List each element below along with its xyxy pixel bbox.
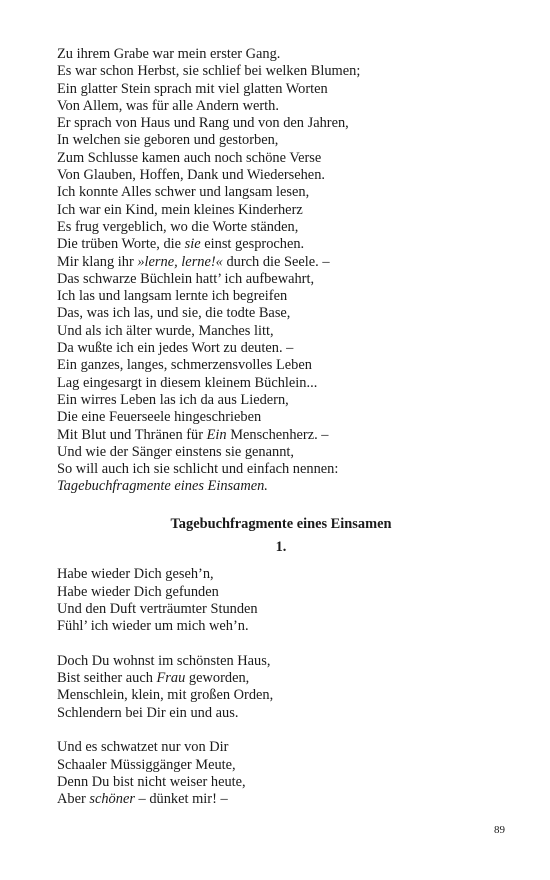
- poem-line: [57, 601, 505, 618]
- line-text: Das, was ich las, und sie, die todte Base,: [57, 305, 291, 322]
- poem-line: [57, 63, 505, 80]
- stanza-gap: [57, 722, 505, 739]
- emphasis-text: schöner: [89, 791, 135, 808]
- line-text: durch die Seele. –: [222, 253, 330, 270]
- line-text: Die trüben Worte, die: [57, 236, 185, 253]
- line-text: Zum Schlusse kamen auch noch schöne Verse: [57, 149, 322, 166]
- poem-line: [57, 305, 505, 322]
- emphasis-text: »lerne, lerne!«: [137, 253, 223, 270]
- line-text: Ich las und langsam lernte ich begreifen: [57, 288, 288, 305]
- poem-line: [57, 687, 505, 704]
- poem-line: [57, 427, 505, 444]
- poem-line: [57, 202, 505, 219]
- line-text: Und als ich älter wurde, Manches litt,: [57, 322, 274, 339]
- line-text: Ein wirres Leben las ich da aus Liedern,: [57, 391, 289, 408]
- line-text: Bist seither auch: [57, 670, 157, 687]
- poem-line: [57, 323, 505, 340]
- line-text: Von Glauben, Hoffen, Dank und Wiedersehen.: [57, 167, 325, 184]
- line-text: Ich konnte Alles schwer und langsam lesen,: [57, 184, 310, 201]
- line-text: Die eine Feuerseele hingeschrieben: [57, 409, 262, 426]
- line-text: Es war schon Herbst, sie schlief bei welken Blumen;: [57, 63, 361, 80]
- poem-line: [57, 478, 505, 495]
- line-text: Ich war ein Kind, mein kleines Kinderherz: [57, 201, 303, 218]
- poem-line: [57, 340, 505, 357]
- line-text: Habe wieder Dich geseh’n,: [57, 566, 214, 583]
- line-text: Er sprach von Haus und Rang und von den Jahren,: [57, 115, 349, 132]
- poem-line: [57, 409, 505, 426]
- poem-line: [57, 132, 505, 149]
- line-text: Habe wieder Dich gefunden: [57, 583, 219, 600]
- line-text: Schaaler Müssiggänger Meute,: [57, 756, 236, 773]
- line-text: Mit Blut und Thränen für: [57, 426, 207, 443]
- emphasis-text: sie: [184, 236, 201, 253]
- line-text: Ein glatter Stein sprach mit viel glatten Worten: [57, 80, 328, 97]
- poem-line: [57, 46, 505, 63]
- page-number: 89: [494, 824, 505, 836]
- poem-line: [57, 670, 505, 687]
- emphasis-text: Frau: [156, 670, 186, 687]
- line-text: Menschlein, klein, mit großen Orden,: [57, 687, 274, 704]
- poem-line: [57, 757, 505, 774]
- line-text: Aber: [57, 791, 90, 808]
- intro-poem: [57, 46, 505, 496]
- poem-line: [57, 357, 505, 374]
- line-text: Das schwarze Büchlein hatt’ ich aufbewahrt,: [57, 270, 315, 287]
- poem-line: [57, 705, 505, 722]
- poem-line: [57, 81, 505, 98]
- poem-line: [57, 392, 505, 409]
- poem-line: [57, 739, 505, 756]
- poem-line: [57, 288, 505, 305]
- poem-line: [57, 618, 505, 635]
- poem-line: [57, 271, 505, 288]
- line-text: Menschenherz. –: [226, 426, 329, 443]
- poem-line: [57, 791, 505, 808]
- emphasis-text: Tagebuchfragmente eines Einsamen.: [57, 478, 268, 495]
- poem-line: [57, 254, 505, 271]
- poem-line: [57, 184, 505, 201]
- poem-line: [57, 98, 505, 115]
- line-text: Es frug vergeblich, wo die Worte ständen,: [57, 218, 299, 235]
- line-text: Und den Duft verträumter Stunden: [57, 600, 258, 617]
- poem-line: [57, 375, 505, 392]
- section-heading: Tagebuchfragmente eines Einsamen: [170, 515, 392, 532]
- line-text: In welchen sie geboren und gestorben,: [57, 132, 279, 149]
- line-text: Mir klang ihr: [57, 253, 138, 270]
- page-body: [57, 46, 505, 808]
- line-text: Und es schwatzet nur von Dir: [57, 739, 229, 756]
- stanza: [57, 566, 505, 635]
- line-text: Denn Du bist nicht weiser heute,: [57, 773, 246, 790]
- poem-line: [57, 653, 505, 670]
- line-text: geworden,: [185, 670, 250, 687]
- poem-line: [57, 566, 505, 583]
- poem-line: [57, 236, 505, 253]
- line-text: Schlendern bei Dir ein und aus.: [57, 704, 239, 721]
- line-text: Da wußte ich ein jedes Wort zu deuten. –: [57, 340, 294, 357]
- poem-line: [57, 150, 505, 167]
- poem-line: [57, 584, 505, 601]
- line-text: Und wie der Sänger einstens sie genannt,: [57, 443, 294, 460]
- poem-line: [57, 461, 505, 478]
- line-text: – dünket mir! –: [134, 791, 228, 808]
- stanza: [57, 653, 505, 722]
- poem-stanzas: [57, 566, 505, 808]
- section-number: 1.: [275, 539, 287, 556]
- line-text: Fühl’ ich wieder um mich weh’n.: [57, 618, 249, 635]
- line-text: einst gesprochen.: [200, 236, 305, 253]
- poem-line: [57, 444, 505, 461]
- line-text: Ein ganzes, langes, schmerzensvolles Leben: [57, 357, 312, 374]
- line-text: Zu ihrem Grabe war mein erster Gang.: [57, 46, 281, 62]
- line-text: Von Allem, was für alle Andern werth.: [57, 97, 279, 114]
- poem-line: [57, 219, 505, 236]
- emphasis-text: Ein: [206, 426, 227, 443]
- stanza-gap: [57, 636, 505, 653]
- stanza: [57, 739, 505, 808]
- poem-line: [57, 774, 505, 791]
- poem-line: [57, 167, 505, 184]
- line-text: Lag eingesargt in diesem kleinem Büchlein...: [57, 374, 318, 391]
- poem-line: [57, 115, 505, 132]
- line-text: Doch Du wohnst im schönsten Haus,: [57, 652, 271, 669]
- line-text: So will auch ich sie schlicht und einfach nennen:: [57, 461, 339, 478]
